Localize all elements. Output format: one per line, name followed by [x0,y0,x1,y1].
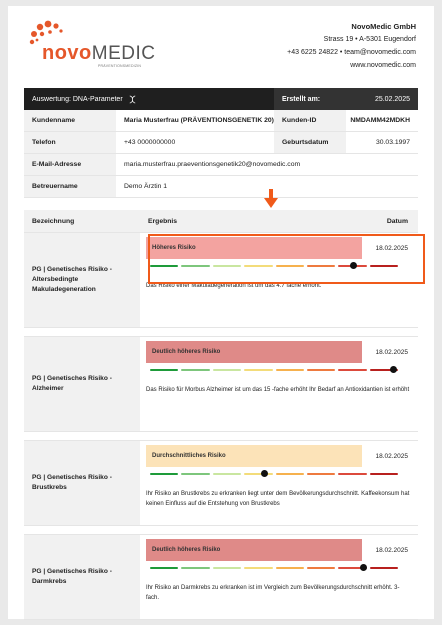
results-rows [24,232,418,620]
info-row-kundenname [24,110,418,132]
risk-name: PG | Genetisches Risiko - Brustkrebs [24,441,140,525]
company-website: www.novomedic.com [350,62,416,69]
info-value: Maria Musterfrau (PRÄVENTIONSGENETIK 20) [124,117,274,124]
info-row-email [24,154,418,176]
scale-segment [307,473,335,475]
evaluation-label: Auswertung: DNA-Parameter [32,95,123,103]
risk-scale [150,363,408,377]
risk-description: Das Risiko einer Makuladegeneration ist um das 4.7 fache erhöht. [146,283,322,289]
report-page [8,6,434,619]
scale-segment [213,473,241,475]
info-value: NMDAMM42MDKH [350,117,410,124]
created-label: Erstellt am: [274,88,346,110]
risk-name: PG | Genetisches Risiko - Altersbedingte Makuladegeneration [24,233,140,327]
risk-description: Das Risiko für Morbus Alzheimer ist um das 15 -fache erhöht Ihr Bedarf an Antioxidantien ist erhöht [146,387,410,393]
scale-segment [150,473,178,475]
info-row-betreuer [24,176,418,198]
scale-segment [181,473,209,475]
info-value: Demo Ärztin 1 [124,183,168,190]
scale-segment [276,567,304,569]
scale-segment [307,369,335,371]
scale-segment [276,473,304,475]
company-address-block [287,20,416,72]
info-key: Kunden-ID [274,110,346,131]
info-value: +43 0000000000 [124,139,176,146]
info-key: Telefon [24,132,116,153]
table-row [24,336,418,432]
info-key: Geburtsdatum [274,132,346,153]
info-row-telefon [24,132,418,154]
info-value: maria.musterfrau.praeventionsgenetik20@novomedic.com [124,161,301,168]
risk-date: 18.02.2025 [375,244,408,252]
company-contact: +43 6225 24822 • team@novomedic.com [287,49,416,56]
risk-level-marker [261,470,268,477]
risk-description: Ihr Risiko an Brustkrebs zu erkranken liegt unter dem Bevölkerungsdurchschnitt. Kaffeekonsum hat keinen Einfluss auf die Entstehung von Brustkrebs [146,491,410,507]
scale-segment [338,369,366,371]
company-address: Strass 19 • A-5301 Eugendorf [323,36,416,43]
info-key: Kundenname [24,110,116,131]
risk-scale [150,467,408,481]
risk-label: Deutlich höheres Risiko [146,539,362,561]
info-key: E-Mail-Adresse [24,154,116,175]
risk-description: Ihr Risiko an Darmkrebs zu erkranken ist im Vergleich zum Bevölkerungsdurchschnitt erhöht. 3-fach. [146,585,400,601]
risk-name: PG | Genetisches Risiko - Darmkrebs [24,535,140,619]
scale-segment [181,567,209,569]
scale-segment [181,369,209,371]
header-datum: Datum [386,217,408,225]
risk-date: 18.02.2025 [375,546,408,554]
highlight-box [148,234,425,284]
risk-label: Deutlich höheres Risiko [146,341,362,363]
results-header-row [24,210,418,232]
scale-segment [276,369,304,371]
scale-segment [244,473,272,475]
risk-scale [150,561,408,575]
risk-name: PG | Genetisches Risiko - Alzheimer [24,337,140,431]
company-name: NovoMedic GmbH [351,22,416,31]
logo-subtitle: PRÄVENTIONSMEDIZIN [98,64,142,68]
risk-date: 18.02.2025 [375,348,408,356]
info-key: Betreuername [24,176,116,197]
scale-segment [150,567,178,569]
customer-info-table [24,88,418,198]
dna-icon [128,95,137,104]
header-ergebnis: Ergebnis [148,217,178,225]
arrow-down-icon [263,189,279,209]
scale-segment [244,369,272,371]
risk-label: Durchschnittliches Risiko [146,445,362,467]
info-header-row [24,88,418,110]
risk-label: Höheres Risiko [146,237,362,259]
scale-segment [213,567,241,569]
risk-level-marker [360,564,367,571]
info-value: 30.03.1997 [375,139,410,146]
table-row [24,440,418,526]
created-date: 25.02.2025 [346,88,418,110]
scale-segment [150,369,178,371]
header-bezeichnung: Bezeichnung [32,217,75,225]
scale-segment [307,567,335,569]
logo-wordmark: novoMEDIC [42,42,156,64]
novomedic-logo [28,20,178,70]
table-row [24,534,418,620]
scale-segment [244,567,272,569]
risk-date: 18.02.2025 [375,452,408,460]
scale-segment [370,567,398,569]
scale-segment [338,473,366,475]
risk-level-marker [390,366,397,373]
scale-segment [370,473,398,475]
scale-segment [213,369,241,371]
